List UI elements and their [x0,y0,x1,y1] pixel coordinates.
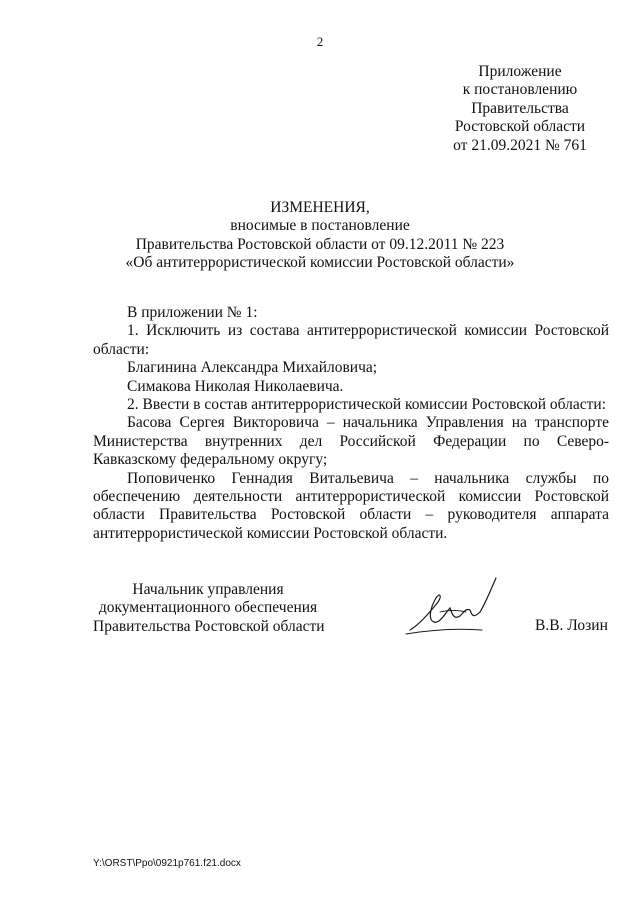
body-paragraph: 2. Ввести в состав антитеррористической комиссии Ростовской области: [127,396,607,414]
handwritten-signature [400,572,500,642]
appendix-line: Правительства [471,99,569,117]
body-paragraph: Басова Сергея Викторовича – начальника Управления на транспорте Министерства внутренних дел Российской Федерации по Северо-Кавказскому федеральному округу; [93,414,609,469]
signer-name: В.В. Лозин [535,617,608,634]
signatory-line: Начальник управления [132,581,284,598]
title-line: «Об антитеррористической комиссии Ростовской области» [125,254,515,272]
appendix-reference [440,63,600,155]
appendix-line: Приложение [478,63,562,80]
signatory-line: документационного обеспечения [98,599,318,617]
body-paragraph: 1. Исключить из состава антитеррористической комиссии Ростовской области: [93,322,609,358]
appendix-line: от 21.09.2021 № 761 [453,136,587,154]
title-heading: ИЗМЕНЕНИЯ, [270,199,370,216]
body-paragraph: Симакова Николая Николаевича. [127,377,344,395]
appendix-line: Ростовской области [454,118,586,136]
title-line: Правительства Ростовской области от 09.12.2011 № 223 [135,235,505,253]
document-title [0,199,640,273]
body-paragraph: В приложении № 1: [127,304,258,321]
signatory-line: Правительства Ростовской области [93,617,325,635]
appendix-line: к постановлению [462,81,578,99]
body-paragraph: Благинина Александра Михайловича; [127,359,378,377]
page-number: 2 [316,34,324,49]
signatory-position [93,581,323,636]
file-path: Y:\ORST\Ppo\0921p761.f21.docx [93,858,241,869]
document-body [93,304,609,543]
title-line: вносимые в постановление [230,217,410,235]
body-paragraph: Поповиченко Геннадия Витальевича – начальника службы по обеспечению деятельности антитеррористической комиссии Ростовской области Правительства Ростовской области – руководителя аппарата антитеррористической комиссии Ростовской области. [93,469,609,542]
